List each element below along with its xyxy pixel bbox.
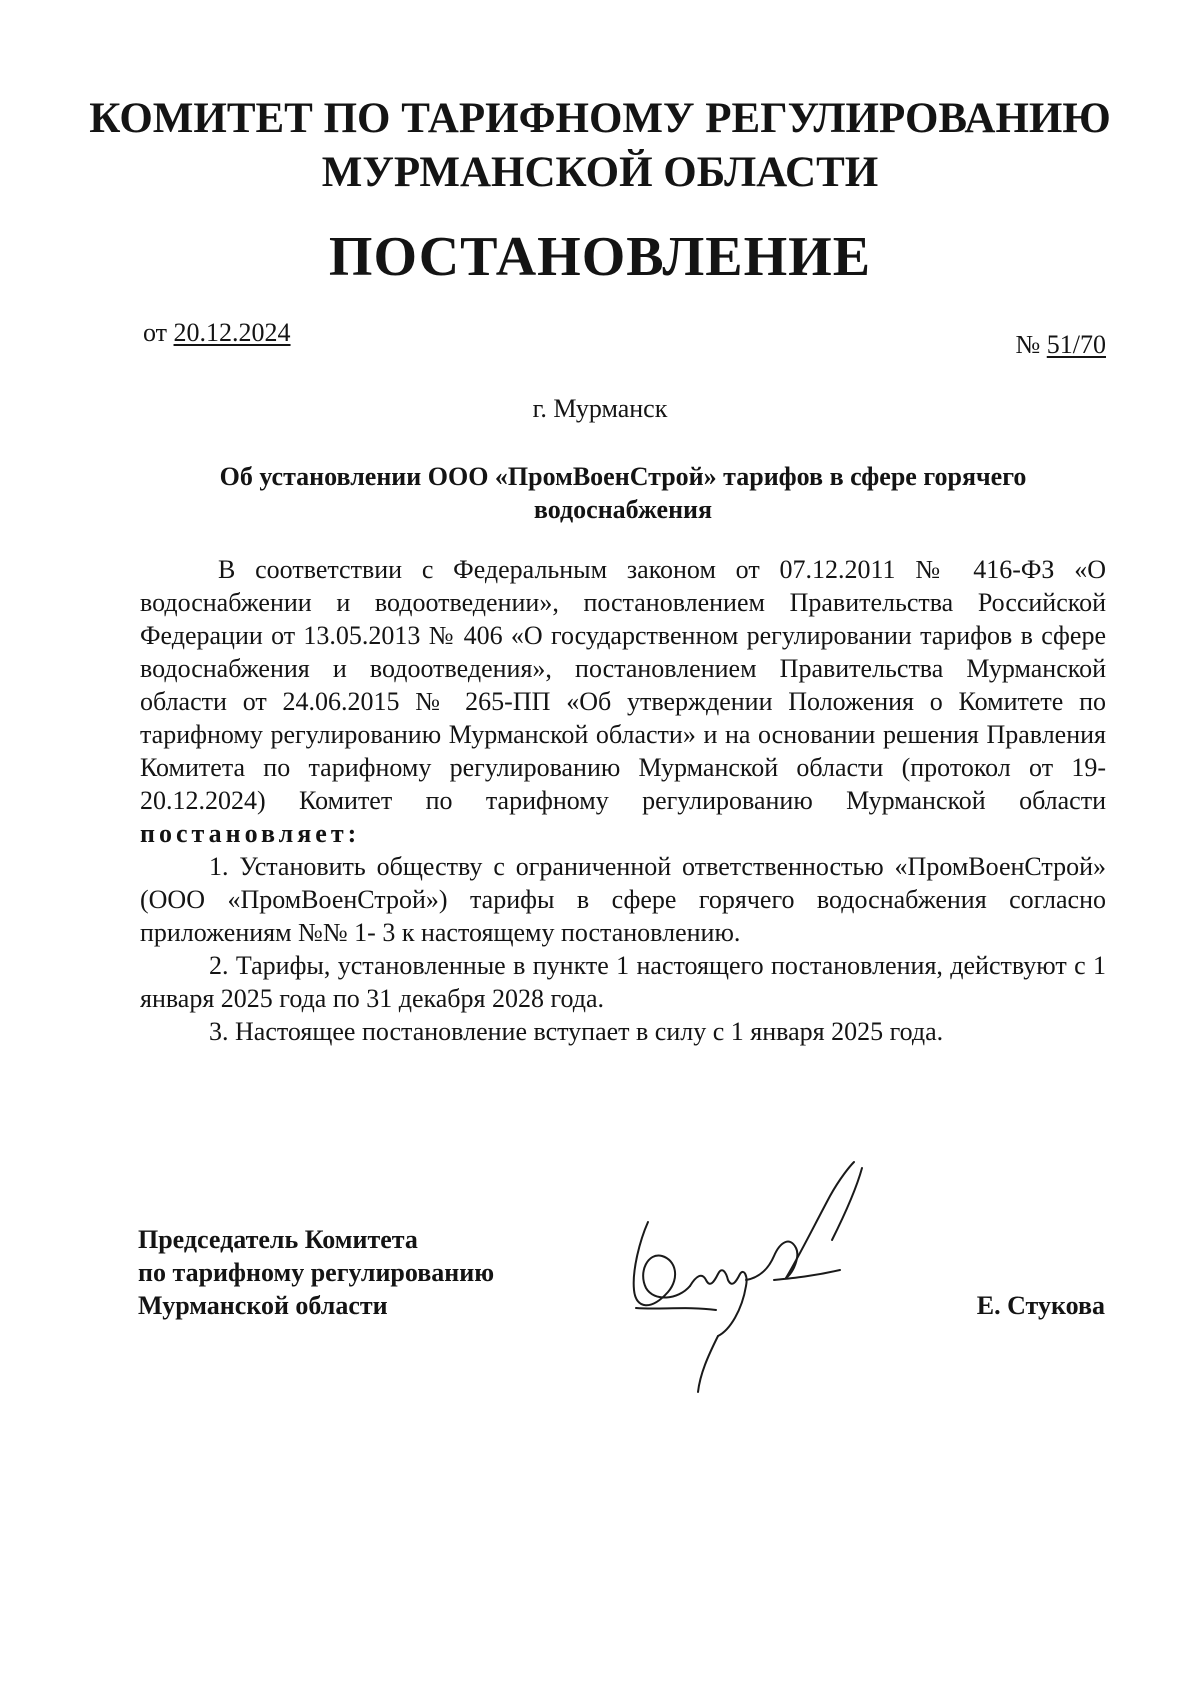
date-value: 20.12.2024 <box>173 318 291 347</box>
signer-title <box>138 1223 494 1322</box>
item-2: 2. Тарифы, установленные в пункте 1 настоящего постановления, действуют с 1 января 2025 года по 31 декабря 2028 года. <box>140 951 1106 1013</box>
item-3: 3. Настоящее постановление вступает в силу с 1 января 2025 года. <box>209 1017 944 1046</box>
city: г. Мурманск <box>532 394 668 423</box>
signer-title-line-2: по тарифному регулированию <box>138 1258 495 1287</box>
date-prefix: от <box>143 318 174 347</box>
document-body <box>140 553 1106 1048</box>
issuing-authority <box>0 92 1200 200</box>
signer-title-line-3: Мурманской области <box>138 1291 388 1320</box>
resolution-keyword: постановляет: <box>140 819 361 848</box>
subject-line-2: водоснабжения <box>533 495 713 524</box>
number-value: 51/70 <box>1046 330 1106 359</box>
document-type: ПОСТАНОВЛЕНИЕ <box>328 226 872 288</box>
document-date <box>143 318 291 348</box>
subject-line-1: Об установлении ООО «ПромВоенСтрой» тарифов в сфере горячего <box>219 462 1027 491</box>
document-subject <box>140 460 1106 526</box>
authority-line-2: МУРМАНСКОЙ ОБЛАСТИ <box>321 149 879 196</box>
signer-title-line-1: Председатель Комитета <box>138 1225 418 1254</box>
item-1: 1. Установить обществу с ограниченной ответственностью «ПромВоенСтрой» (ООО «ПромВоенСтрой») тарифы в сфере горячего водоснабжения согласно приложениям №№ 1- 3 к настоящему постановлению. <box>140 852 1106 947</box>
preamble-paragraph: В соответствии с Федеральным законом от 07.12.2011 № 416-ФЗ «О водоснабжении и водоотведении», постановлением Правительства Российской Федерации от 13.05.2013 № 406 «О государственном регулировании тарифов в сфере водоснабжения и водоотведения», постановлением Правительства Мурманской области от 24.06.2015 № 265-ПП «Об утверждении Положения о Комитете по тарифному регулированию Мурманской области» и на основании решения Правления Комитета по тарифному регулированию Мурманской области (протокол от 19-20.12.2024) Комитет по тарифному регулированию Мурманской области <box>140 555 1106 815</box>
number-prefix: № <box>1015 330 1047 359</box>
document-number <box>1015 330 1106 360</box>
signer-name: Е. Стукова <box>976 1291 1105 1320</box>
handwritten-signature <box>618 1160 908 1400</box>
authority-line-1: КОМИТЕТ ПО ТАРИФНОМУ РЕГУЛИРОВАНИЮ <box>89 95 1111 142</box>
